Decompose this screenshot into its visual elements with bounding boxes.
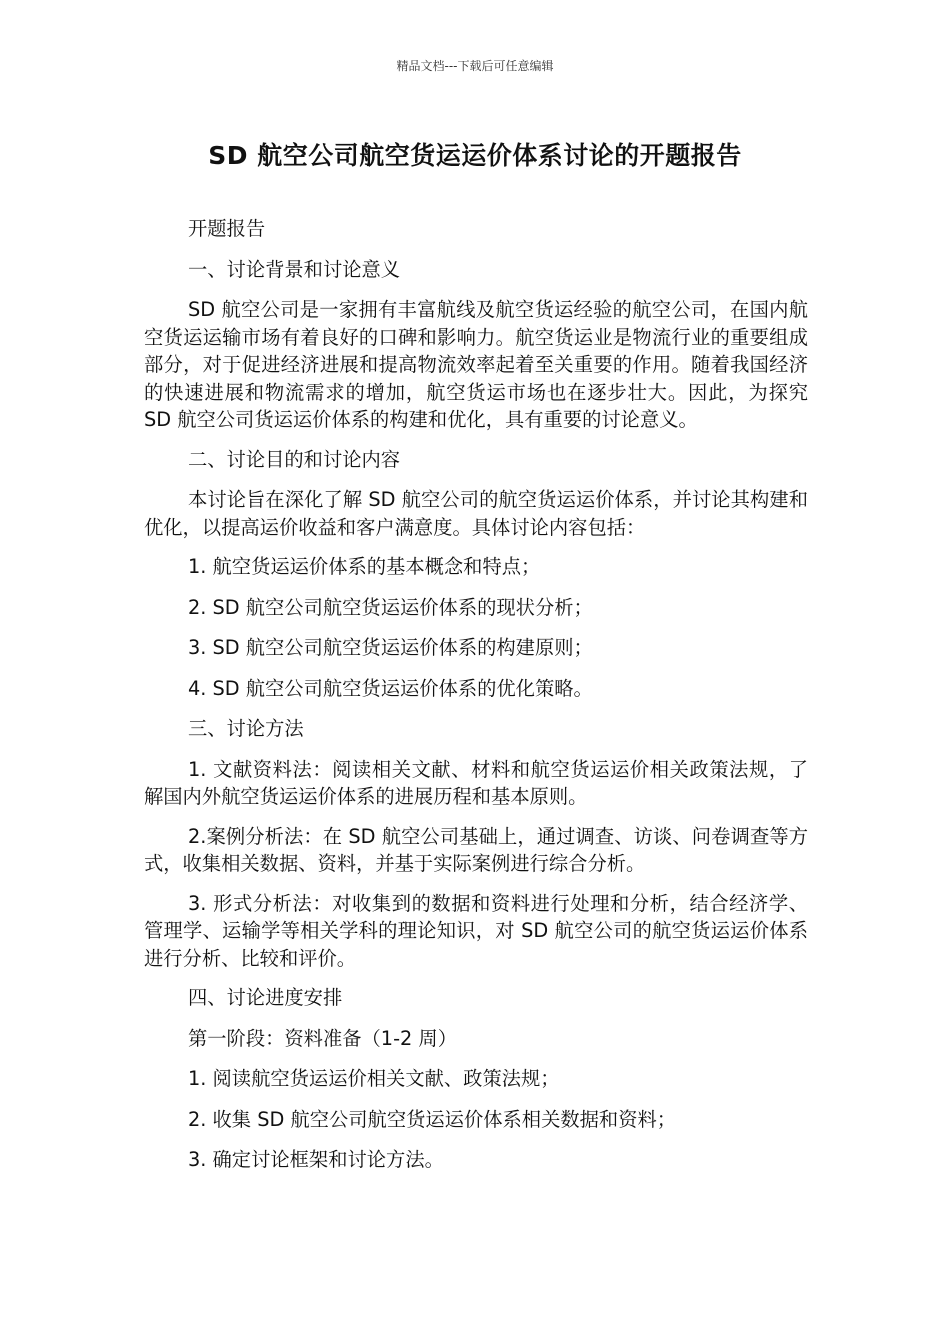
list-item: 2. SD 航空公司航空货运运价体系的现状分析；: [188, 595, 593, 619]
list-item: 2. 收集 SD 航空公司航空货运运价体系相关数据和资料；: [188, 1107, 677, 1131]
list-item: 1. 阅读航空货运运价相关文献、政策法规；: [188, 1067, 560, 1090]
document-title: SD 航空公司航空货运运价体系讨论的开题报告: [208, 141, 742, 170]
list-item: 3. 确定讨论框架和讨论方法。: [188, 1148, 444, 1171]
page-header: 精品文档---下载后可任意编辑: [396, 59, 554, 73]
heading-proposal: 开题报告: [188, 217, 266, 240]
schedule-phase-title: 第一阶段：资料准备（1-2 周）: [188, 1026, 457, 1050]
section-heading-background: 一、讨论背景和讨论意义: [188, 257, 401, 281]
list-item: 1. 航空货运运价体系的基本概念和特点；: [188, 555, 541, 578]
section-heading-schedule: 四、讨论进度安排: [188, 986, 343, 1009]
section-heading-methods: 三、讨论方法: [188, 717, 304, 740]
list-item: 3. SD 航空公司航空货运运价体系的构建原则；: [188, 636, 593, 659]
paragraph-method-formal: 3. 形式分析法：对收集到的数据和资料进行处理和分析，结合经济学、管理学、运输学等相关学科的理论知识，对 SD 航空公司的航空货运运价体系进行分析、比较和评价。: [144, 891, 808, 970]
section-heading-purpose: 二、讨论目的和讨论内容: [188, 447, 401, 471]
paragraph-method-literature: 1. 文献资料法：阅读相关文献、材料和航空货运运价相关政策法规，了解国内外航空货运运价体系的进展历程和基本原则。: [144, 757, 808, 808]
paragraph-purpose: 本讨论旨在深化了解 SD 航空公司的航空货运运价体系，并讨论其构建和优化，以提高运价收益和客户满意度。具体讨论内容包括：: [144, 488, 808, 539]
paragraph-method-case: 2.案例分析法：在 SD 航空公司基础上，通过调查、访谈、问卷调查等方式，收集相关数据、资料，并基于实际案例进行综合分析。: [144, 824, 808, 875]
list-item: 4. SD 航空公司航空货运运价体系的优化策略。: [188, 676, 593, 700]
document-body: [144, 215, 808, 1187]
paragraph-background: SD 航空公司是一家拥有丰富航线及航空货运经验的航空公司，在国内航空货运运输市场有着良好的口碑和影响力。航空货运业是物流行业的重要组成部分，对于促进经济进展和提高物流效率起着至关重要的作用。随着我国经济的快速进展和物流需求的增加，航空货运市场也在逐步壮大。因此，为探究 SD 航空公司货运运价体系的构建和优化，具有重要的讨论意义。: [144, 298, 808, 431]
